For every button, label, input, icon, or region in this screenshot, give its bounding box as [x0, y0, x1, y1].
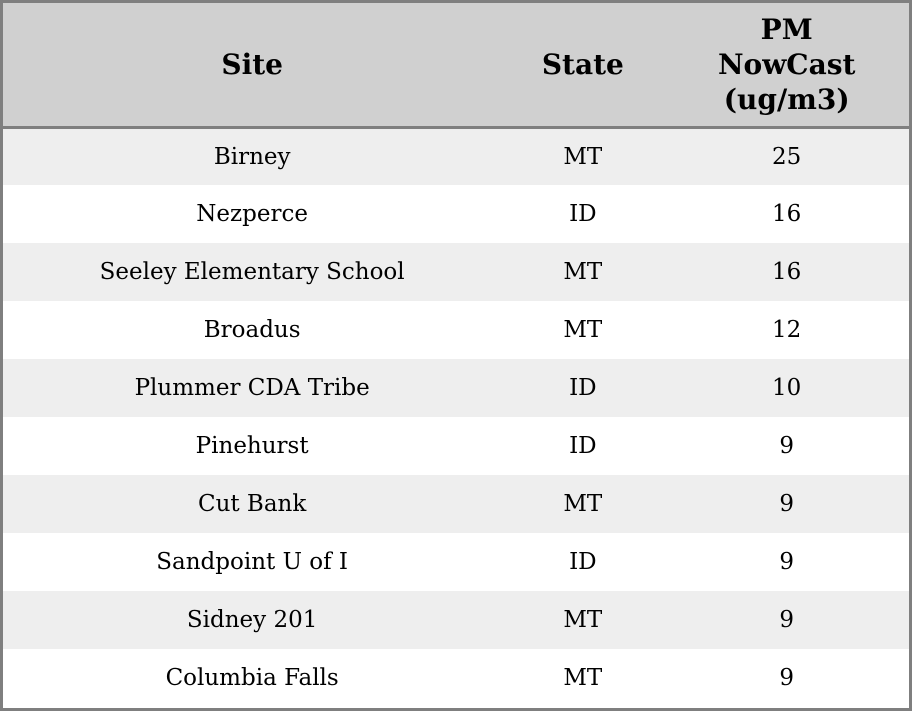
table-row	[3, 475, 909, 533]
table-row	[3, 591, 909, 649]
table-row	[3, 185, 909, 243]
site-cell: Birney	[213, 143, 291, 170]
pm-nowcast-cell: 9	[779, 549, 794, 575]
state-cell: ID	[569, 201, 597, 227]
state-cell: MT	[563, 665, 603, 691]
state-cell: MT	[563, 143, 603, 170]
site-cell: Columbia Falls	[165, 665, 339, 691]
column-header-pm-nowcast	[664, 3, 909, 127]
state-cell: MT	[563, 607, 603, 633]
table-row	[3, 417, 909, 475]
pm-nowcast-cell: 16	[772, 201, 802, 227]
pm-nowcast-table	[3, 3, 909, 707]
pm-nowcast-cell: 9	[779, 491, 794, 517]
state-cell: MT	[563, 491, 603, 517]
state-cell: MT	[563, 317, 603, 343]
column-header-state: State	[501, 3, 664, 127]
table-row	[3, 533, 909, 591]
state-cell: ID	[569, 549, 597, 575]
pm-nowcast-cell: 25	[772, 143, 802, 170]
state-cell: ID	[569, 433, 597, 459]
site-cell: Broadus	[203, 317, 301, 343]
site-cell: Nezperce	[196, 201, 308, 227]
header-row	[3, 3, 909, 127]
pm-nowcast-cell: 16	[772, 259, 802, 285]
pm-nowcast-cell: 9	[779, 433, 794, 459]
table-row	[3, 301, 909, 359]
state-cell: MT	[563, 259, 603, 285]
site-cell: Sandpoint U of I	[156, 549, 349, 575]
table-header	[3, 3, 909, 127]
column-header-pm-nowcast-label: PM NowCast (ug/m3)	[717, 12, 856, 116]
table-row	[3, 649, 909, 707]
pm-nowcast-cell: 9	[779, 665, 794, 691]
table-row	[3, 243, 909, 301]
site-cell: Pinehurst	[195, 433, 309, 459]
table-body	[3, 127, 909, 707]
site-cell: Cut Bank	[197, 491, 307, 517]
table-row	[3, 127, 909, 185]
site-cell: Sidney 201	[186, 607, 318, 633]
pm-nowcast-cell: 10	[772, 375, 802, 401]
pm-nowcast-cell: 12	[772, 317, 802, 343]
table-row	[3, 359, 909, 417]
pm-nowcast-cell: 9	[779, 607, 794, 633]
site-cell: Plummer CDA Tribe	[134, 375, 370, 401]
column-header-site: Site	[3, 3, 501, 127]
state-cell: ID	[569, 375, 597, 401]
site-cell: Seeley Elementary School	[99, 259, 405, 285]
